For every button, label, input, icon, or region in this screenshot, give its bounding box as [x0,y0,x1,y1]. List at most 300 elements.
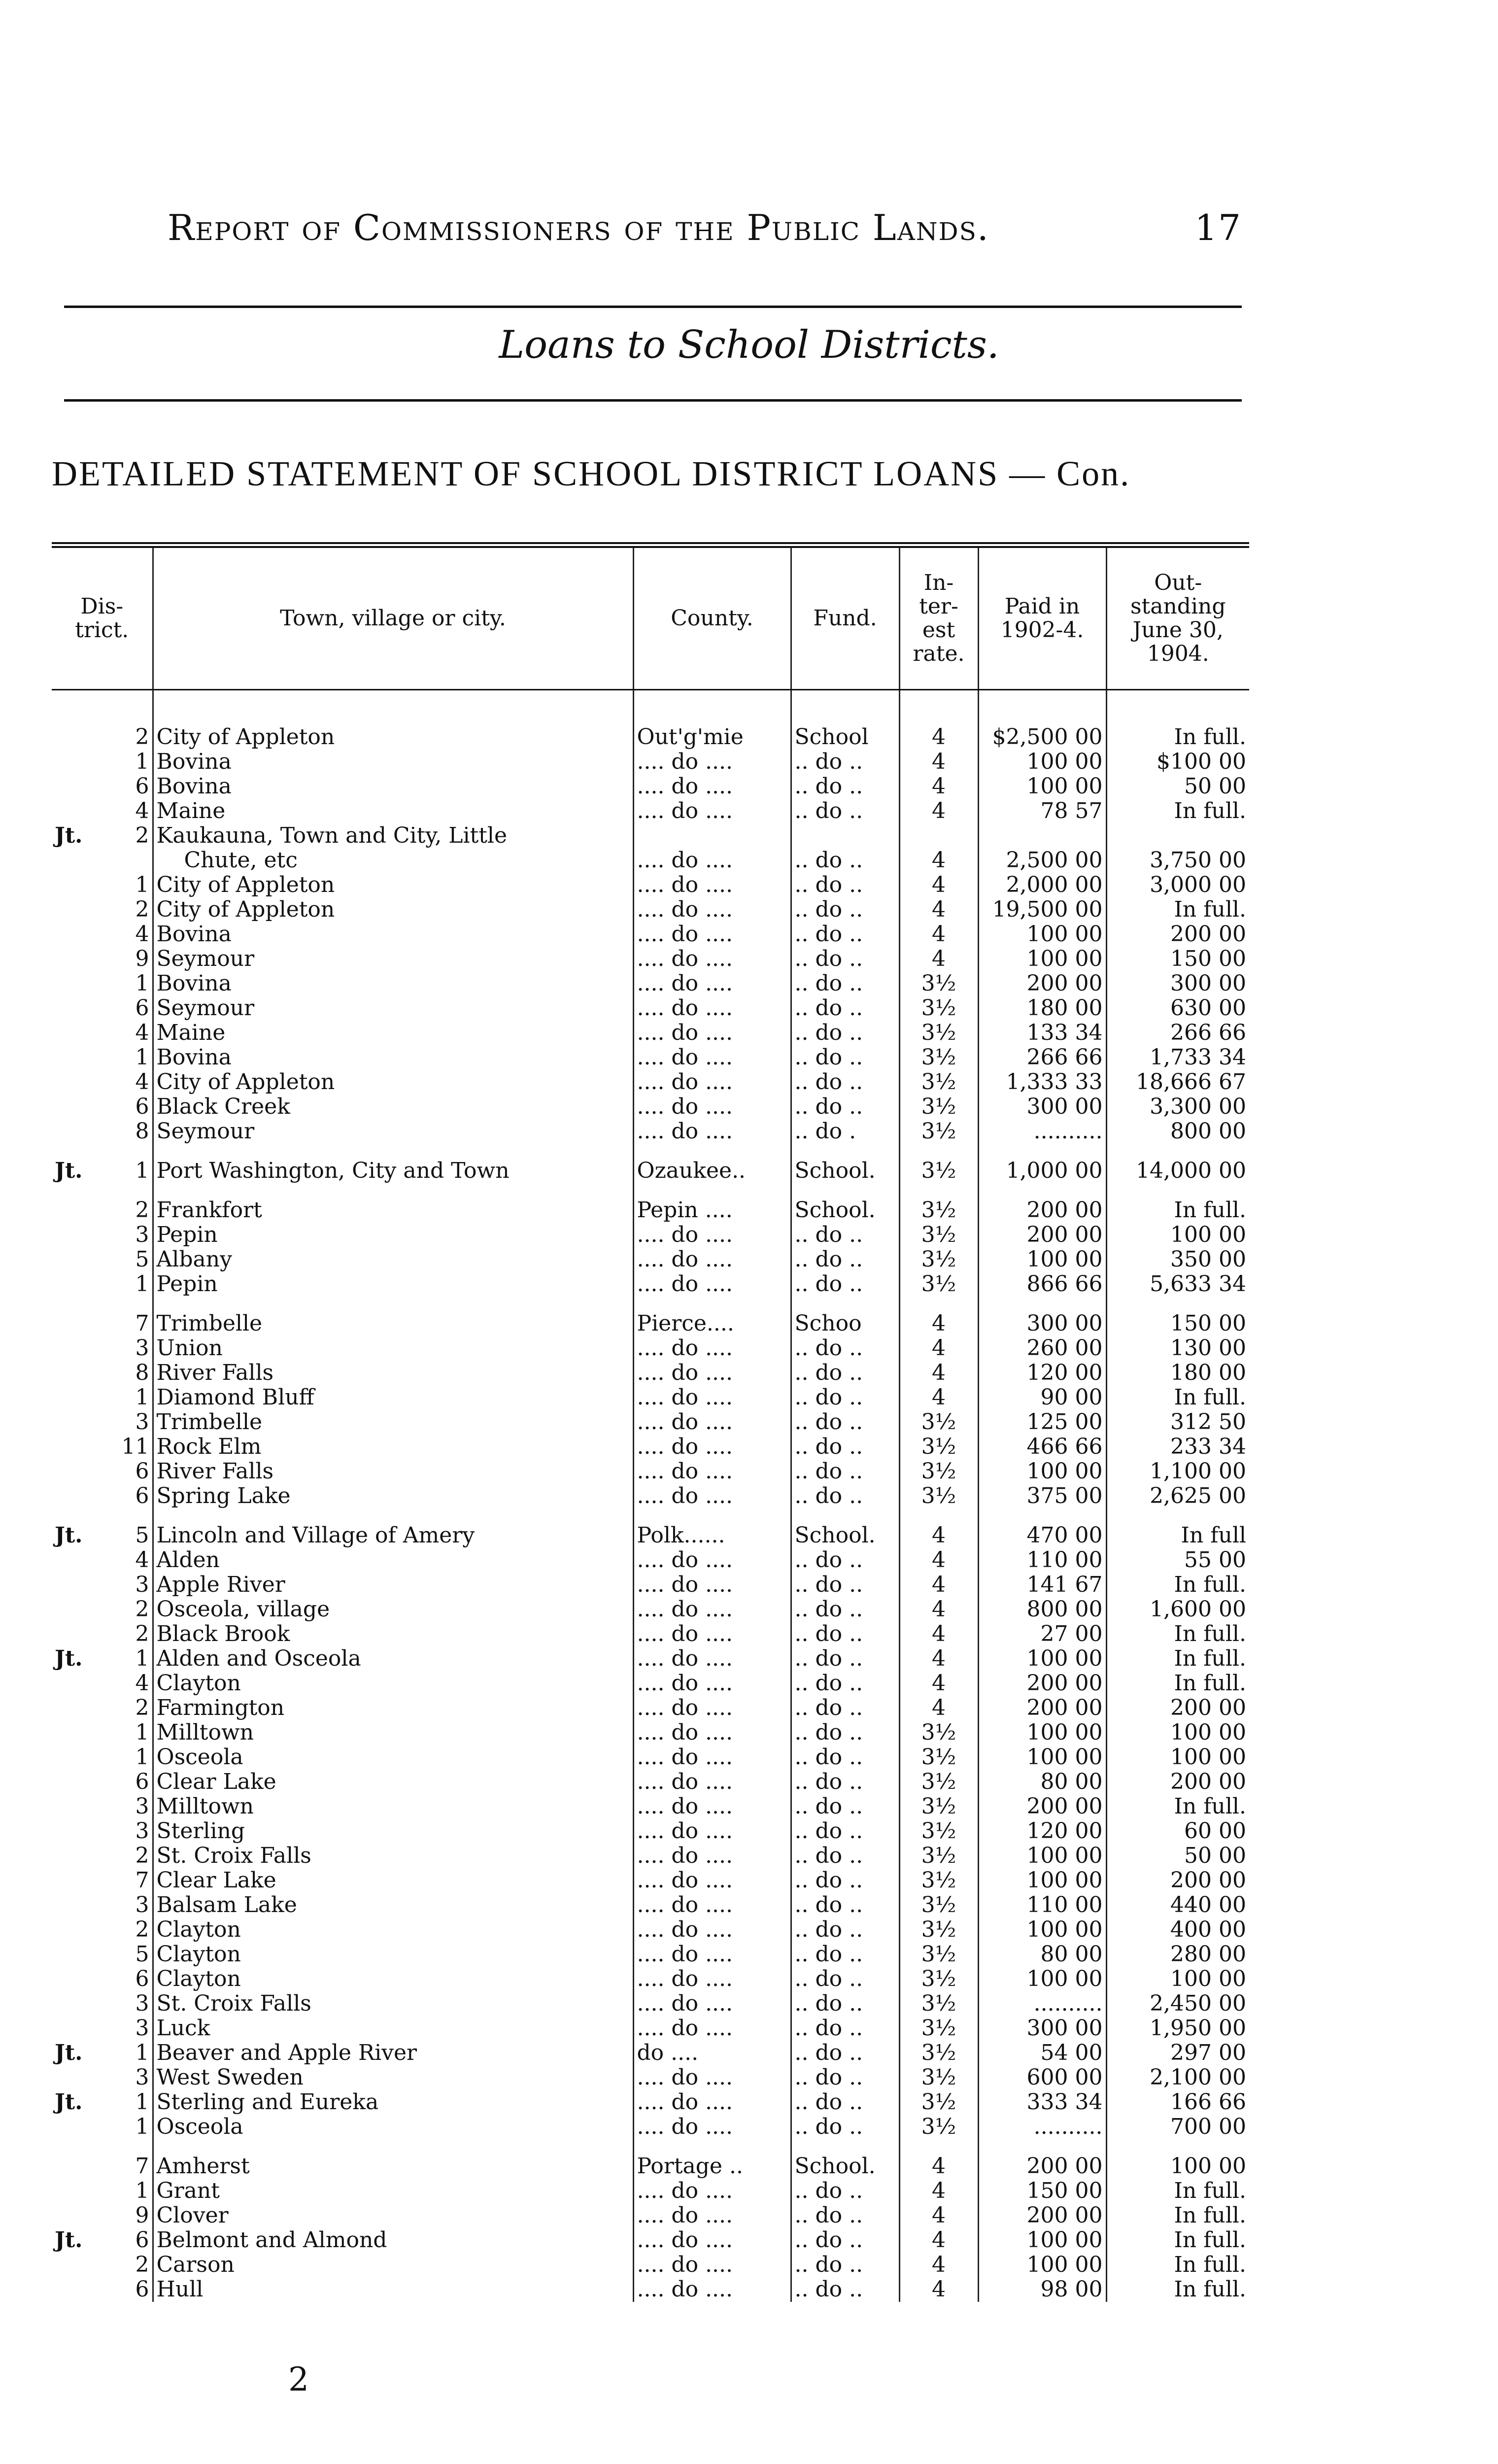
paid-cell: 120 00 [978,1361,1106,1385]
spacer-row [52,1144,1249,1159]
district-cell [52,2203,153,2228]
fund-cell: .. do .. [791,2016,899,2041]
outstanding-cell: 400 00 [1106,1917,1249,1942]
district-number: 2 [135,724,149,750]
outstanding-cell [1106,823,1249,848]
col-district-header: Dis- trict. [52,548,153,690]
town-cell: Carson [153,2253,633,2277]
outstanding-cell: 200 00 [1106,1696,1249,1720]
fund-cell: .. do .. [791,996,899,1021]
rate-cell: 4 [899,848,978,873]
county-cell: .... do .... [633,2228,791,2253]
town-cell: Diamond Bluff [153,1385,633,1410]
table-row [52,1095,1249,1119]
county-cell: .... do .... [633,1045,791,1070]
fund-cell: .. do .. [791,971,899,996]
county-cell: Portage .. [633,2154,791,2179]
fund-cell: .. do .. [791,1770,899,1794]
paid-cell: 866 66 [978,1272,1106,1297]
county-cell: .... do .... [633,873,791,897]
rate-cell: 4 [899,1385,978,1410]
rate-cell: 3½ [899,1272,978,1297]
paid-cell: 100 00 [978,774,1106,799]
county-cell: .... do .... [633,1917,791,1942]
fund-cell: .. do .. [791,1597,899,1622]
paid-cell: .......... [978,1119,1106,1144]
town-cell: Hull [153,2277,633,2302]
rate-cell: 4 [899,2277,978,2302]
page-number: 17 [1194,207,1242,248]
district-number: 7 [135,1311,149,1336]
district-number: 6 [135,996,149,1021]
col-outstanding-header: Out- standing June 30, 1904. [1106,548,1249,690]
district-number: 2 [135,2253,149,2277]
table-row [52,1523,1249,1548]
fund-cell: .. do .. [791,1223,899,1247]
rate-cell: 3½ [899,996,978,1021]
outstanding-cell: In full. [1106,690,1249,750]
outstanding-cell: 100 00 [1106,1745,1249,1770]
county-cell: .... do .... [633,1070,791,1095]
town-cell: Clayton [153,1967,633,1991]
town-cell: Maine [153,1021,633,1045]
county-cell: .... do .... [633,1548,791,1573]
county-cell: .... do .... [633,2179,791,2203]
county-cell: .... do .... [633,1410,791,1435]
fund-cell: .. do .. [791,1361,899,1385]
county-cell: .... do .... [633,1272,791,1297]
district-cell [52,2065,153,2090]
district-number: 9 [135,947,149,971]
outstanding-cell: 280 00 [1106,1942,1249,1967]
fund-cell: .. do .. [791,1095,899,1119]
county-cell: .... do .... [633,1844,791,1868]
county-cell: .... do .... [633,774,791,799]
town-cell: Lincoln and Village of Amery [153,1523,633,1548]
county-cell: .... do .... [633,1671,791,1696]
district-cell [52,1770,153,1794]
fund-cell: .. do .. [791,1991,899,2016]
table-row [52,1917,1249,1942]
paid-cell: 110 00 [978,1893,1106,1917]
district-cell [52,1311,153,1336]
paid-cell: 200 00 [978,2154,1106,2179]
spacer-row [52,1183,1249,1198]
district-number: 1 [135,2115,149,2139]
district-number: 4 [135,799,149,823]
outstanding-cell: 100 00 [1106,1223,1249,1247]
table-row [52,1868,1249,1893]
table-row [52,2277,1249,2302]
rate-cell: 3½ [899,1967,978,1991]
table-row [52,996,1249,1021]
table-row [52,1819,1249,1844]
town-cell: Amherst [153,2154,633,2179]
district-number: 1 [135,1385,149,1410]
district-number: 5 [135,1247,149,1272]
table-row [52,774,1249,799]
outstanding-cell: 300 00 [1106,971,1249,996]
town-cell: City of Appleton [153,897,633,922]
county-cell: .... do .... [633,1720,791,1745]
county-cell: Ozaukee.. [633,1159,791,1183]
table-row [52,2065,1249,2090]
table-row [52,2090,1249,2115]
rate-cell: 4 [899,2228,978,2253]
fund-cell: .. do .. [791,1893,899,1917]
paid-cell: .......... [978,1991,1106,2016]
town-cell: Trimbelle [153,1311,633,1336]
district-number: 7 [135,2154,149,2179]
col-town-header: Town, village or city. [153,548,633,690]
district-cell [52,750,153,774]
outstanding-cell: 100 00 [1106,1967,1249,1991]
paid-cell: 100 00 [978,1917,1106,1942]
fund-cell: .. do .. [791,1745,899,1770]
outstanding-cell: 1,100 00 [1106,1459,1249,1484]
rate-cell: 3½ [899,1410,978,1435]
district-cell [52,1819,153,1844]
county-cell: .... do .... [633,1361,791,1385]
paid-cell: 2,500 00 [978,848,1106,873]
district-number: 2 [135,1844,149,1868]
paid-cell: 90 00 [978,1385,1106,1410]
town-cell: West Sweden [153,2065,633,2090]
outstanding-cell: 2,450 00 [1106,1991,1249,2016]
folio: 2 [288,2361,309,2398]
county-cell: .... do .... [633,1770,791,1794]
fund-cell: .. do .. [791,1794,899,1819]
paid-cell: 600 00 [978,2065,1106,2090]
district-number: 2 [135,1622,149,1646]
paid-cell: 150 00 [978,2179,1106,2203]
table-row [52,2253,1249,2277]
outstanding-cell: 200 00 [1106,1868,1249,1893]
paid-cell: 19,500 00 [978,897,1106,922]
district-cell [52,1548,153,1573]
rate-cell: 3½ [899,1917,978,1942]
town-cell: Sterling and Eureka [153,2090,633,2115]
county-cell: .... do .... [633,2115,791,2139]
district-number: 5 [135,1942,149,1967]
rate-cell: 3½ [899,2065,978,2090]
outstanding-cell: In full. [1106,1646,1249,1671]
paid-cell: 100 00 [978,1459,1106,1484]
table-row [52,1671,1249,1696]
table-row [52,1070,1249,1095]
table-row [52,897,1249,922]
town-cell: River Falls [153,1459,633,1484]
col-rate-header: In- ter- est rate. [899,548,978,690]
fund-cell: .. do .. [791,1385,899,1410]
county-cell: .... do .... [633,1021,791,1045]
outstanding-cell: In full. [1106,1198,1249,1223]
rate-cell: 4 [899,2179,978,2203]
town-cell: Trimbelle [153,1410,633,1435]
outstanding-cell: $100 00 [1106,750,1249,774]
rate-cell [899,823,978,848]
district-number: 3 [135,1410,149,1435]
district-cell [52,1671,153,1696]
fund-cell: .. do .. [791,1819,899,1844]
district-number: 1 [135,873,149,897]
rate-cell: 3½ [899,1159,978,1183]
outstanding-cell: 130 00 [1106,1336,1249,1361]
outstanding-cell: 50 00 [1106,1844,1249,1868]
district-cell [52,2090,153,2115]
county-cell: .... do .... [633,1573,791,1597]
district-cell [52,1868,153,1893]
fund-cell: .. do .. [791,897,899,922]
table-row [52,1967,1249,1991]
district-cell [52,2016,153,2041]
table-row [52,2016,1249,2041]
paid-cell: 200 00 [978,2203,1106,2228]
col-fund-header: Fund. [791,548,899,690]
outstanding-cell: 100 00 [1106,2154,1249,2179]
county-cell: do .... [633,2041,791,2065]
outstanding-cell: In full. [1106,1794,1249,1819]
district-number: 1 [135,2179,149,2203]
town-cell: Chute, etc [153,848,633,873]
town-cell: Osceola, village [153,1597,633,1622]
district-cell [52,1361,153,1385]
fund-cell: .. do .. [791,2179,899,2203]
rate-cell: 4 [899,690,978,750]
district-number: 3 [135,1991,149,2016]
district-number: 2 [135,1696,149,1720]
district-number: 1 [135,1745,149,1770]
town-cell: Alden and Osceola [153,1646,633,1671]
rate-cell: 3½ [899,1819,978,1844]
table-row [52,1548,1249,1573]
fund-cell: .. do .. [791,774,899,799]
town-cell: Frankfort [153,1198,633,1223]
rate-cell: 4 [899,1311,978,1336]
fund-cell: .. do .. [791,2041,899,2065]
district-cell [52,1198,153,1223]
town-cell: River Falls [153,1361,633,1385]
county-cell: .... do .... [633,799,791,823]
table-row [52,1844,1249,1868]
rate-cell: 3½ [899,1021,978,1045]
table-row [52,1794,1249,1819]
district-cell [52,2041,153,2065]
county-cell: .... do .... [633,1223,791,1247]
rate-cell: 3½ [899,1844,978,1868]
county-cell: .... do .... [633,1247,791,1272]
fund-cell: .. do .. [791,2065,899,2090]
spacer-row [52,2139,1249,2154]
paid-cell: 110 00 [978,1548,1106,1573]
outstanding-cell: 100 00 [1106,1720,1249,1745]
town-cell: Milltown [153,1794,633,1819]
rate-cell: 3½ [899,2115,978,2139]
district-cell [52,1622,153,1646]
fund-cell: .. do .. [791,2228,899,2253]
rate-cell: 3½ [899,1435,978,1459]
paid-cell: 466 66 [978,1435,1106,1459]
fund-cell: .. do .. [791,947,899,971]
outstanding-cell: 60 00 [1106,1819,1249,1844]
district-cell [52,1967,153,1991]
district-number: 3 [135,1819,149,1844]
county-cell: .... do .... [633,2203,791,2228]
town-cell: Seymour [153,1119,633,1144]
fund-cell: .. do .. [791,1696,899,1720]
table-row [52,1770,1249,1794]
paid-cell: 1,000 00 [978,1159,1106,1183]
county-cell: .... do .... [633,1967,791,1991]
paid-cell: 100 00 [978,947,1106,971]
joint-district-mark: Jt. [55,1523,83,1548]
fund-cell: .. do .. [791,1622,899,1646]
paid-cell: 100 00 [978,2228,1106,2253]
district-cell [52,1523,153,1548]
rate-cell: 4 [899,750,978,774]
town-cell: Bovina [153,922,633,947]
district-cell [52,873,153,897]
outstanding-cell: In full. [1106,2253,1249,2277]
town-cell: Pepin [153,1223,633,1247]
county-cell: .... do .... [633,897,791,922]
outstanding-cell: 180 00 [1106,1361,1249,1385]
paid-cell: 200 00 [978,1198,1106,1223]
district-number: 1 [135,1646,149,1671]
district-number: 9 [135,2203,149,2228]
outstanding-cell: 150 00 [1106,947,1249,971]
district-number: 1 [135,2090,149,2115]
district-cell [52,2253,153,2277]
district-number: 3 [135,1223,149,1247]
paid-cell: 300 00 [978,1095,1106,1119]
rate-cell: 3½ [899,2041,978,2065]
table-row [52,1311,1249,1336]
paid-cell: 100 00 [978,922,1106,947]
rate-cell: 4 [899,2154,978,2179]
rate-cell: 4 [899,1671,978,1696]
district-cell [52,823,153,848]
paid-cell: 200 00 [978,1223,1106,1247]
fund-cell: .. do .. [791,1272,899,1297]
running-title: Report of Commissioners of the Public Lands. [168,207,989,248]
rate-cell: 3½ [899,1868,978,1893]
rate-cell: 3½ [899,1223,978,1247]
fund-cell: .. do .. [791,1720,899,1745]
fund-cell: .. do .. [791,1548,899,1573]
fund-cell: School. [791,1198,899,1223]
town-cell: Clayton [153,1917,633,1942]
outstanding-cell: 200 00 [1106,922,1249,947]
table-row [52,1159,1249,1183]
town-cell: St. Croix Falls [153,1844,633,1868]
town-cell: Milltown [153,1720,633,1745]
rate-cell: 3½ [899,1745,978,1770]
fund-cell: School. [791,1523,899,1548]
district-cell [52,947,153,971]
district-number: 1 [135,971,149,996]
district-cell [52,1119,153,1144]
table-row [52,1272,1249,1297]
county-cell: .... do .... [633,2065,791,2090]
outstanding-cell: 1,950 00 [1106,2016,1249,2041]
district-number: 5 [135,1523,149,1548]
paid-cell: 333 34 [978,2090,1106,2115]
outstanding-cell: 2,625 00 [1106,1484,1249,1508]
paid-cell: 300 00 [978,1311,1106,1336]
district-number: 1 [135,1272,149,1297]
rate-cell: 3½ [899,1770,978,1794]
district-cell [52,2179,153,2203]
county-cell: .... do .... [633,848,791,873]
table-row [52,1484,1249,1508]
table-row [52,1573,1249,1597]
district-cell [52,1159,153,1183]
district-cell [52,774,153,799]
paid-cell: 100 00 [978,750,1106,774]
fund-cell [791,823,899,848]
spacer-row [52,1508,1249,1523]
rate-cell: 3½ [899,1942,978,1967]
district-number: 3 [135,1573,149,1597]
district-cell [52,1070,153,1095]
town-cell: Beaver and Apple River [153,2041,633,2065]
table-row [52,1646,1249,1671]
district-cell [52,1484,153,1508]
district-number: 6 [135,1770,149,1794]
joint-district-mark: Jt. [55,1159,83,1183]
district-number: 1 [135,2041,149,2065]
district-number: 2 [135,1917,149,1942]
fund-cell: .. do .. [791,1021,899,1045]
town-cell: St. Croix Falls [153,1991,633,2016]
paid-cell: 78 57 [978,799,1106,823]
district-cell [52,1597,153,1622]
district-cell [52,690,153,750]
table-row [52,2041,1249,2065]
county-cell: .... do .... [633,1484,791,1508]
fund-cell: .. do .. [791,750,899,774]
paid-cell: 100 00 [978,1745,1106,1770]
table-row [52,1597,1249,1622]
rate-cell: 3½ [899,2016,978,2041]
outstanding-cell: 233 34 [1106,1435,1249,1459]
district-cell [52,1336,153,1361]
town-cell: Seymour [153,996,633,1021]
district-number: 3 [135,1794,149,1819]
town-cell: Black Creek [153,1095,633,1119]
county-cell: .... do .... [633,1745,791,1770]
paid-cell: 100 00 [978,1247,1106,1272]
county-cell: .... do .... [633,1794,791,1819]
outstanding-cell: In full. [1106,897,1249,922]
county-cell: Pierce.... [633,1311,791,1336]
county-cell: .... do .... [633,996,791,1021]
table-row [52,1459,1249,1484]
rate-cell: 3½ [899,2090,978,2115]
paid-cell: 100 00 [978,1646,1106,1671]
rate-cell: 4 [899,873,978,897]
loans-table [52,542,1249,2302]
table-row [52,1198,1249,1223]
outstanding-cell: In full [1106,1523,1249,1548]
paid-cell: .......... [978,2115,1106,2139]
district-cell [52,2228,153,2253]
district-number: 6 [135,774,149,799]
rate-cell: 4 [899,2203,978,2228]
table-row [52,1247,1249,1272]
district-cell [52,848,153,873]
